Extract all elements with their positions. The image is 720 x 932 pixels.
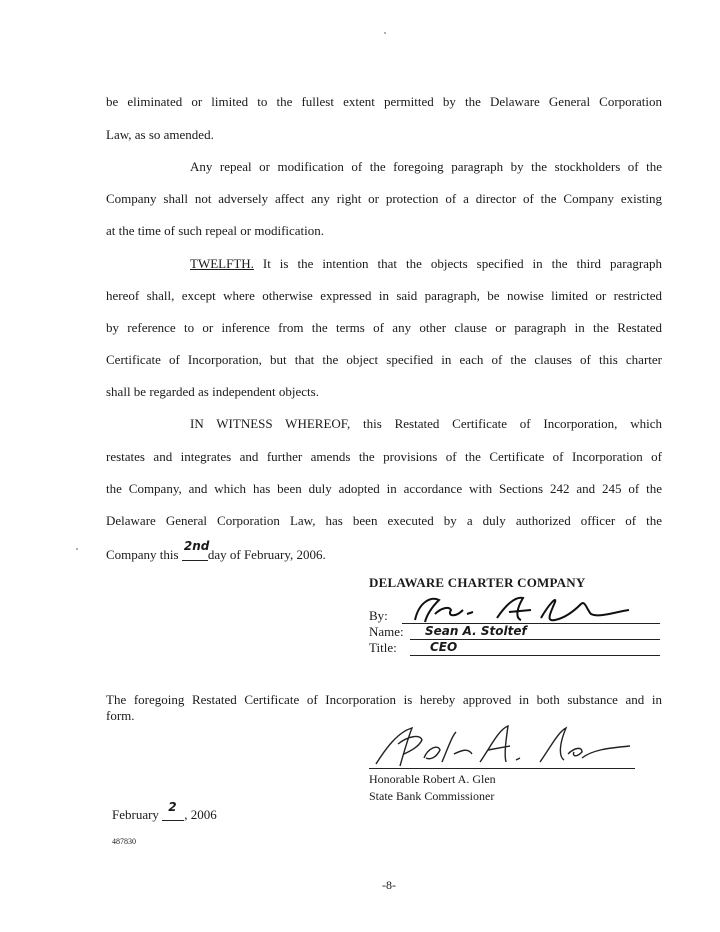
paragraph-text: Company this [106, 547, 179, 562]
date-blank [162, 800, 184, 821]
ceo-signature [405, 592, 635, 628]
paragraph-line: hereof shall, except where otherwise expressed in said paragraph, be nowise limited or restricted [106, 288, 662, 303]
paragraph-line: Law, as so amended. [106, 127, 214, 142]
title-line [410, 655, 660, 656]
date-year: , 2006 [184, 807, 217, 822]
paragraph-text: It is the intention that the objects specified in the third paragraph [262, 256, 662, 271]
signer-title: State Bank Commissioner [369, 789, 495, 803]
approval-line: form. [106, 708, 135, 723]
handwritten-date-day: 2 [168, 800, 177, 814]
paragraph-line: by reference to or inference from the terms of any other clause or paragraph in the Restated [106, 320, 662, 335]
paragraph-line [106, 539, 662, 563]
commissioner-signature-line [369, 768, 635, 769]
paragraph-line: IN WITNESS WHEREOF, this Restated Certificate of Incorporation, which [190, 416, 662, 431]
handwritten-day: 2nd [183, 539, 210, 553]
by-label: By: [369, 608, 388, 623]
commissioner-signature [368, 718, 638, 774]
section-heading: TWELFTH. [190, 256, 254, 271]
paragraph-line [190, 256, 662, 272]
scan-speck [384, 32, 386, 34]
name-label: Name: [369, 624, 404, 639]
paragraph-line: the Company, and which has been duly adopted in accordance with Sections 242 and 245 of the [106, 481, 662, 496]
paragraph-line: Company shall not adversely affect any right or protection of a director of the Company existing [106, 191, 662, 206]
paragraph-line: restates and integrates and further amends the provisions of the Certificate of Incorporation of [106, 449, 662, 464]
scan-speck [76, 548, 78, 550]
paragraph-line: at the time of such repeal or modification. [106, 223, 325, 238]
page-number: -8- [382, 878, 396, 892]
approval-line: The foregoing Restated Certificate of Incorporation is hereby approved in both substance and in [106, 692, 662, 707]
paragraph-line: Any repeal or modification of the foregoing paragraph by the stockholders of the [190, 159, 662, 174]
paragraph-text: day of February, 2006. [207, 547, 326, 562]
paragraph-line: be eliminated or limited to the fullest extent permitted by the Delaware General Corporation [106, 94, 662, 109]
approval-date [112, 800, 217, 823]
paragraph-line: Certificate of Incorporation, but that the object specified in each of the clauses of this charter [106, 352, 662, 367]
signer-name: Honorable Robert A. Glen [369, 772, 496, 786]
handwritten-name: Sean A. Stoltef [425, 624, 527, 638]
day-blank [182, 539, 210, 561]
paragraph-line: Delaware General Corporation Law, has been executed by a duly authorized officer of the [106, 513, 662, 528]
date-month: February [112, 807, 159, 822]
paragraph-line: shall be regarded as independent objects. [106, 384, 319, 399]
document-code: 487830 [112, 837, 136, 846]
handwritten-title: CEO [430, 640, 458, 654]
company-name: DELAWARE CHARTER COMPANY [369, 575, 586, 590]
title-label: Title: [369, 640, 397, 655]
